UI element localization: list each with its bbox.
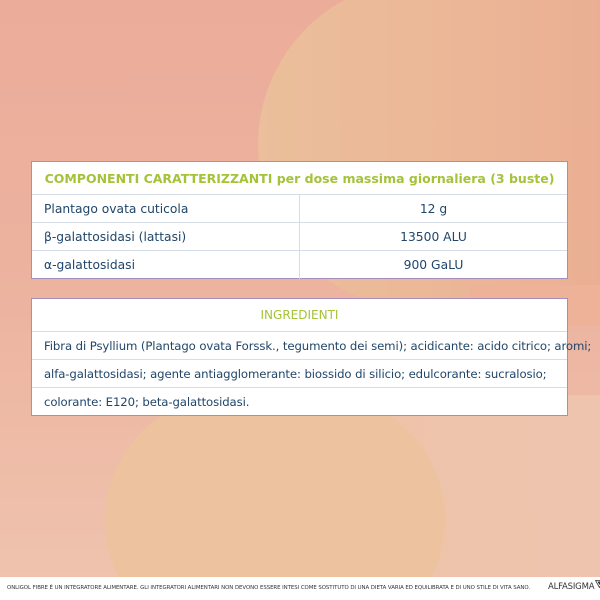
table-row <box>32 251 567 279</box>
ingredients-line: alfa-galattosidasi; agente antiagglomerante: biossido di silicio; edulcorante: sucralosio; <box>32 360 567 388</box>
background-shape <box>105 395 445 577</box>
brand-name: ALFASIGMA <box>548 582 595 592</box>
table-row <box>32 195 567 223</box>
component-name: Plantago ovata cuticola <box>32 195 300 222</box>
footer <box>0 577 600 600</box>
components-table-header: COMPONENTI CARATTERIZZANTI per dose massima giornaliera (3 buste) <box>32 162 567 195</box>
disclaimer-text: ONLIGOL FIBRE È UN INTEGRATORE ALIMENTARE. GLI INTEGRATORI ALIMENTARI NON DEVONO ESSERE INTESI COME SOSTITUTO DI UNA DIETA VARIA ED EQUILIBRATA E DI UNO STILE DI VITA SANO. <box>7 585 530 591</box>
components-table <box>31 161 568 279</box>
component-name: β-galattosidasi (lattasi) <box>32 223 300 250</box>
component-value: 900 GaLU <box>403 258 464 272</box>
triangle-logo-icon <box>595 580 600 588</box>
ingredients-line: colorante: E120; beta-galattosidasi. <box>44 395 250 409</box>
component-value: 12 g <box>419 201 448 216</box>
component-name: α-galattosidasi <box>32 251 300 279</box>
table-row <box>32 223 567 251</box>
ingredients-table <box>31 298 592 416</box>
ingredients-header: INGREDIENTI <box>32 299 567 332</box>
component-value: 13500 ALU <box>400 229 467 244</box>
ingredients-line: Fibra di Psyllium (Plantago ovata Forssk., tegumento dei semi); acidicante: acido citrico; aromi; <box>32 332 567 360</box>
brand-logo <box>548 582 600 592</box>
